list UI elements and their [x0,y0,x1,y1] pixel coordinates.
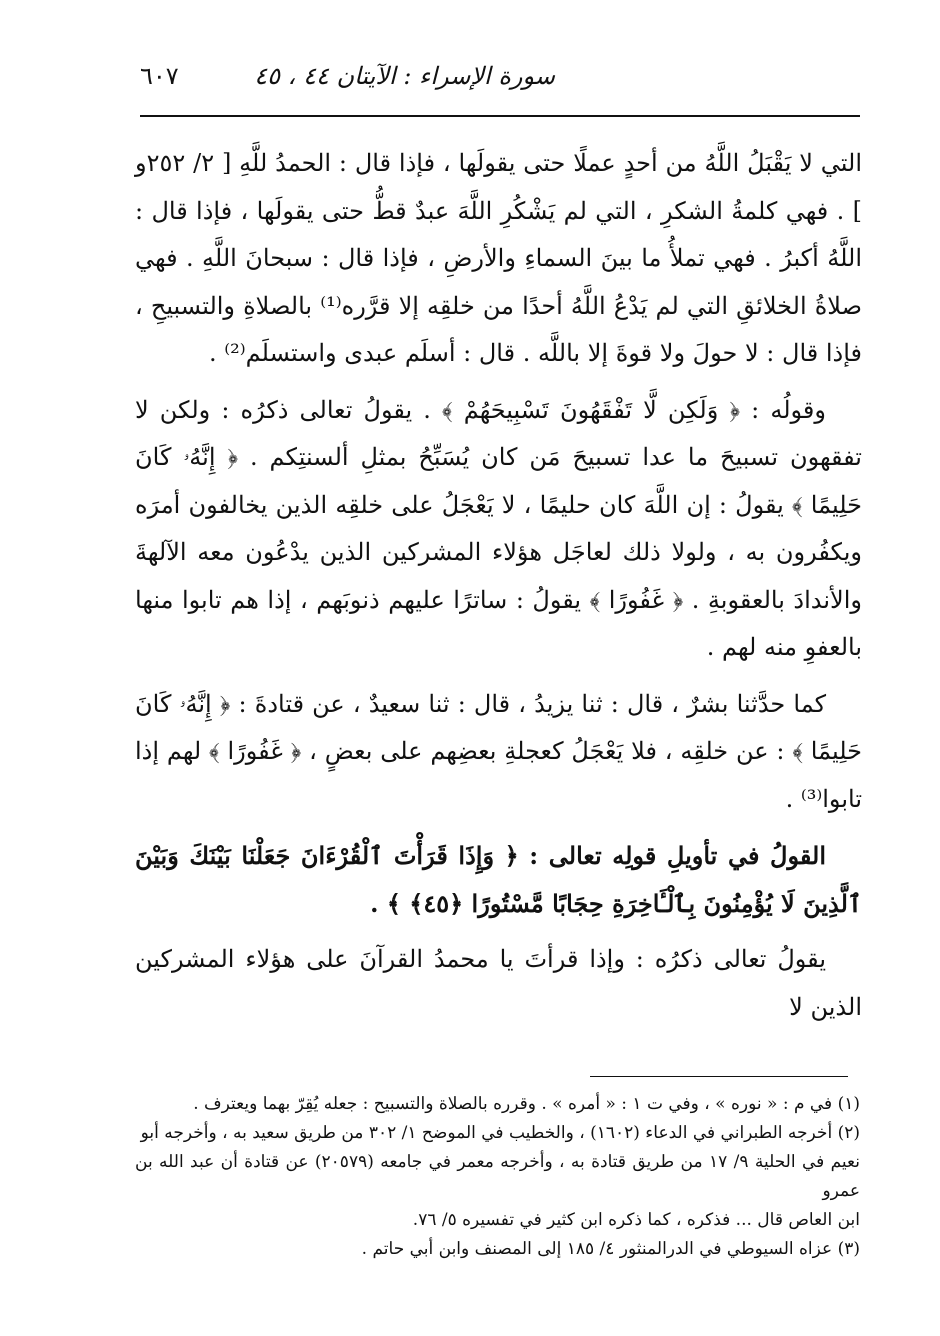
running-header [140,58,855,98]
paragraph-2: وقولُه : ﴿ وَلَكِن لَّا تَفْقَهُونَ تَسْبِيحَهُمْ ﴾ . يقولُ تعالى ذكرُه : ولكن لا تفقهون تسبيحَ ما عدا تسبيحَ مَن كان يُسَبِّحُ بمثلِ ألسنتِكم . ﴿ إِنَّهُۥ كَانَ حَلِيمًا ﴾ يقولُ : إن اللَّهَ كان حليمًا ، لا يَعْجَلُ على خلقِه الذين يخالفون أمرَه ويكفُرون به ، ولولا ذلك لعاجَل هؤلاء المشركين الذين يدْعُون معه الآلهةَ والأندادَ بالعقوبةِ . ﴿ غَفُورًا ﴾ يقولُ : ساترًا عليهم ذنوبَهم ، إذا هم تابوا منها بالعفوِ منه لهم . [135,395,862,661]
footnote-3: (٣) عزاه السيوطي في الدرالمنثور ٤/ ١٨٥ إلى المصنف وابن أبي حاتم . [361,1239,860,1259]
paragraph-3: كما حدَّثنا بشرٌ ، قال : ثنا يزيدُ ، قال : ثنا سعيدٌ ، عن قتادةَ : ﴿ إِنَّهُۥ كَانَ حَلِيمًا ﴾ : عن خلقِه ، فلا يَعْجَلُ كعجلةِ بعضِهم على بعضٍ ، ﴿ غَفُورًا ﴾ لهم إذا تابوا⁽³⁾ . [135,689,862,813]
paragraph-1: التي لا يَقْبَلُ اللَّهُ من أحدٍ عملًا حتى يقولَها ، فإذا قال : الحمدُ للَّهِ [ ٢/ ٢٥٢و ] . فهي كلمةُ الشكرِ ، التي لم يَشْكُرِ اللَّهَ عبدٌ قطُّ حتى يقولَها ، فإذا قال : اللَّهُ أكبرُ . فهي تملأُ ما بينَ السماءِ والأرضِ ، فإذا قال : سبحانَ اللَّهِ . فهي صلاةُ الخلائقِ التي لم يَدْعُ اللَّهُ أحدًا من خلقِه إلا قرَّره⁽¹⁾ بالصلاةِ والتسبيحِ ، فإذا قال : لا حولَ ولا قوةَ إلا باللَّه . قال : أسلَم عبدى واستسلَم⁽²⁾ . [135,149,862,367]
footnote-rule [590,1076,848,1077]
footnote-2-continued: نعيم في الحلية ٩/ ١٧ من طريق قتادة به ، وأخرجه معمر في جامعه (٢٠٥٧٩) عن قتادة أن عبد الله بن عمرو [135,1152,860,1201]
footnotes [135,1090,860,1264]
footnote-2-end: ابن العاص قال ... فذكره ، كما ذكره ابن كثير في تفسيره ٥/ ٧٦. [412,1210,860,1230]
paragraph-5: يقولُ تعالى ذكرُه : وإذا قرأتَ يا محمدُ القرآنَ على هؤلاء المشركين الذين لا [135,945,862,1021]
verse-heading: القولُ في تأويلِ قولِه تعالى : ﴿ وَإِذَا قَرَأْتَ ٱلْقُرْءَانَ جَعَلْنَا بَيْنَكَ وَبَيْنَ ٱلَّذِينَ لَا يُؤْمِنُونَ بِٱلْـَٔاخِرَةِ حِجَابًا مَّسْتُورًا ﴿٤٥﴾ ﴾ . [135,841,862,918]
header-rule [140,115,860,117]
main-text [135,140,862,1040]
page-number: ٦٠٧ [140,62,179,90]
footnote-1: (١) في م : « نوره » ، وفي ت ١ : « أمره » . وقرره بالصلاة والتسبيح : جعله يُقِرّ بهما ويعترف . [193,1094,860,1114]
surah-header-title: سورة الإسراء : الآيتان ٤٤ ، ٤٥ [254,62,555,90]
footnote-2: (٢) أخرجه الطبراني في الدعاء (١٦٠٢) ، والخطيب في الموضح ١/ ٣٠٢ من طريق سعيد به ، وأخرجه أبو [140,1123,860,1143]
